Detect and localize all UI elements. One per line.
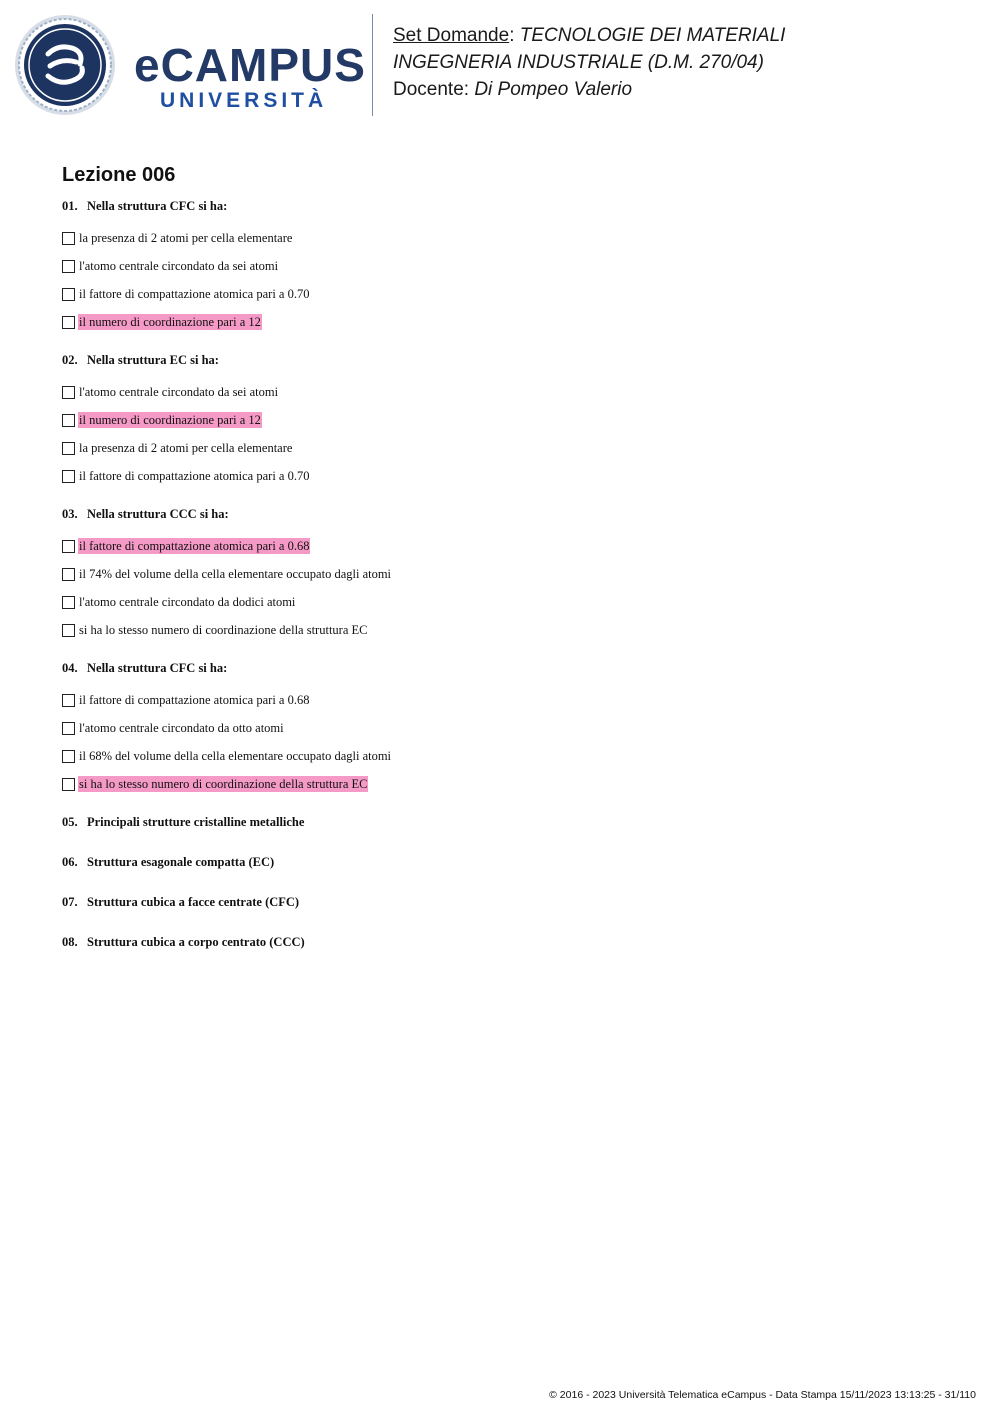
answer-option[interactable]	[62, 742, 962, 770]
answer-text: il numero di coordinazione pari a 12	[79, 315, 261, 329]
answer-option[interactable]	[62, 560, 962, 588]
question-text	[62, 660, 962, 676]
answer-text: il numero di coordinazione pari a 12	[79, 413, 261, 427]
teacher-name: Di Pompeo Valerio	[474, 79, 633, 100]
question-label: Nella struttura CFC si ha:	[87, 661, 228, 675]
answer-text: l'atomo centrale circondato da dodici atomi	[79, 595, 296, 609]
degree-name: INGEGNERIA INDUSTRIALE (D.M. 270/04)	[393, 52, 764, 73]
page-footer: © 2016 - 2023 Università Telematica eCampus - Data Stampa 15/11/2023 13:13:25 - 31/110	[549, 1389, 976, 1401]
answer-option[interactable]	[62, 588, 962, 616]
university-seal-icon	[14, 14, 116, 116]
question-label: Nella struttura CFC si ha:	[87, 199, 228, 213]
question-label: Nella struttura EC si ha:	[87, 353, 219, 367]
checkbox[interactable]	[62, 386, 75, 399]
answer-text: il fattore di compattazione atomica pari a 0.70	[79, 469, 310, 483]
answer-option[interactable]	[62, 434, 962, 462]
course-name: TECNOLOGIE DEI MATERIALI	[519, 25, 786, 46]
checkbox[interactable]	[62, 624, 75, 637]
question-number: 03.	[62, 507, 78, 521]
ecampus-logo	[14, 14, 366, 116]
question-number: 08.	[62, 935, 78, 949]
brand-name: eCAMPUS	[134, 39, 366, 91]
open-question-8	[62, 934, 962, 950]
answer-option[interactable]	[62, 406, 962, 434]
answer-option[interactable]	[62, 770, 962, 798]
answer-text: l'atomo centrale circondato da sei atomi	[79, 385, 279, 399]
question-label: Struttura esagonale compatta (EC)	[87, 855, 275, 869]
question-1	[62, 198, 962, 336]
question-4	[62, 660, 962, 798]
question-number: 02.	[62, 353, 78, 367]
course-info	[393, 22, 785, 103]
question-text	[62, 198, 962, 214]
checkbox[interactable]	[62, 260, 75, 273]
answer-option[interactable]	[62, 714, 962, 742]
teacher-label: Docente:	[393, 79, 470, 100]
page-header	[0, 0, 1000, 130]
course-line-2	[393, 49, 785, 76]
teacher-line	[393, 76, 785, 103]
open-question-6	[62, 854, 962, 870]
checkbox[interactable]	[62, 288, 75, 301]
checkbox[interactable]	[62, 442, 75, 455]
question-list	[62, 162, 962, 974]
question-number: 07.	[62, 895, 78, 909]
question-2	[62, 352, 962, 490]
answer-text: si ha lo stesso numero di coordinazione della struttura EC	[79, 623, 368, 637]
answer-text: il 74% del volume della cella elementare occupato dagli atomi	[79, 567, 392, 581]
answer-option[interactable]	[62, 532, 962, 560]
header-divider	[372, 14, 373, 116]
checkbox[interactable]	[62, 568, 75, 581]
course-line-1: Set Domande: TECNOLOGIE DEI MATERIALI	[393, 25, 786, 46]
answer-text: il fattore di compattazione atomica pari a 0.68	[79, 693, 310, 707]
answer-text: la presenza di 2 atomi per cella elementare	[79, 231, 293, 245]
answer-option[interactable]	[62, 252, 962, 280]
question-text	[62, 352, 962, 368]
checkbox[interactable]	[62, 414, 75, 427]
checkbox[interactable]	[62, 470, 75, 483]
answer-text: l'atomo centrale circondato da sei atomi	[79, 259, 279, 273]
answer-option[interactable]	[62, 224, 962, 252]
answer-option[interactable]	[62, 686, 962, 714]
checkbox[interactable]	[62, 316, 75, 329]
answer-option[interactable]	[62, 280, 962, 308]
answer-option[interactable]	[62, 462, 962, 490]
open-question-7	[62, 894, 962, 910]
answer-text: il fattore di compattazione atomica pari a 0.70	[79, 287, 310, 301]
open-question-5	[62, 814, 962, 830]
checkbox[interactable]	[62, 596, 75, 609]
checkbox[interactable]	[62, 694, 75, 707]
answer-text: l'atomo centrale circondato da otto atomi	[79, 721, 284, 735]
answer-option[interactable]	[62, 378, 962, 406]
question-number: 05.	[62, 815, 78, 829]
question-number: 04.	[62, 661, 78, 675]
question-number: 01.	[62, 199, 78, 213]
answer-text: si ha lo stesso numero di coordinazione della struttura EC	[79, 777, 368, 791]
checkbox[interactable]	[62, 722, 75, 735]
brand-subtitle: UNIVERSITÀ	[160, 89, 328, 112]
question-text	[62, 506, 962, 522]
question-label: Struttura cubica a facce centrate (CFC)	[87, 895, 300, 909]
checkbox[interactable]	[62, 232, 75, 245]
set-label: Set Domande	[393, 25, 510, 46]
checkbox[interactable]	[62, 540, 75, 553]
question-3	[62, 506, 962, 644]
question-number: 06.	[62, 855, 78, 869]
lesson-title: Lezione 006	[62, 164, 176, 186]
checkbox[interactable]	[62, 778, 75, 791]
question-label: Principali strutture cristalline metalliche	[87, 815, 305, 829]
answer-option[interactable]	[62, 616, 962, 644]
question-label: Nella struttura CCC si ha:	[87, 507, 229, 521]
question-label: Struttura cubica a corpo centrato (CCC)	[87, 935, 305, 949]
answer-text: la presenza di 2 atomi per cella elementare	[79, 441, 293, 455]
answer-text: il 68% del volume della cella elementare occupato dagli atomi	[79, 749, 392, 763]
answer-text: il fattore di compattazione atomica pari a 0.68	[79, 539, 310, 553]
answer-option[interactable]	[62, 308, 962, 336]
checkbox[interactable]	[62, 750, 75, 763]
